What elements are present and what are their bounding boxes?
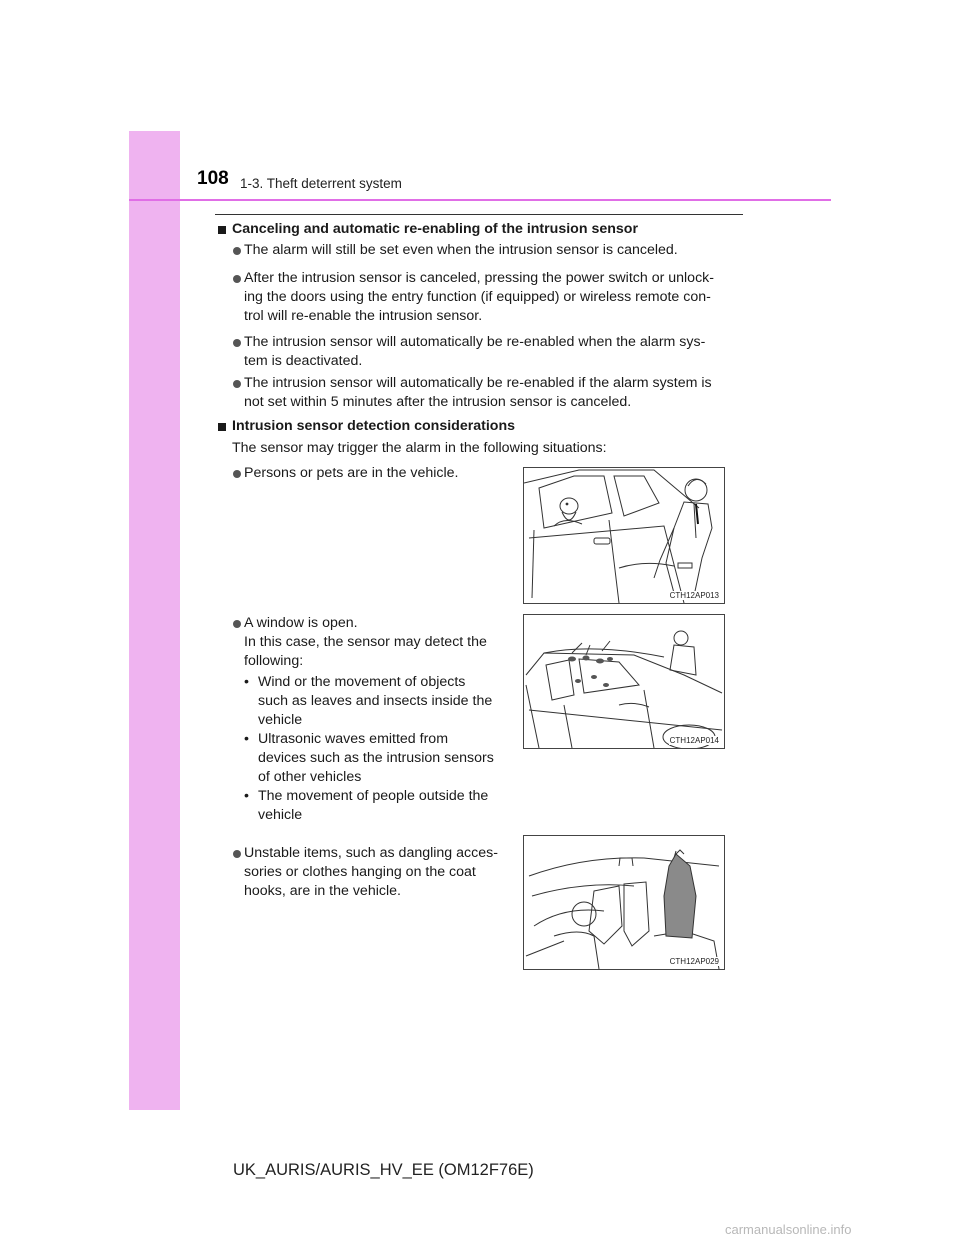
bullet-text: Persons or pets are in the vehicle. (244, 465, 459, 481)
header-rule (129, 199, 831, 201)
bullet-line: The intrusion sensor will automatically be re-enabled if the alarm system is (244, 375, 712, 391)
bullet-line: sories or clothes hanging on the coat (244, 864, 476, 880)
sub-bullet-line: such as leaves and insects inside the (258, 693, 493, 709)
round-bullet-icon (233, 247, 241, 255)
figure-code: CTH12AP029 (669, 957, 719, 966)
window-open-illustration (524, 615, 724, 748)
figure-vehicle-interior (523, 835, 725, 970)
figure-window-open (523, 614, 725, 749)
bullet-text (244, 844, 510, 901)
footer-manual-code: UK_AURIS/AURIS_HV_EE (OM12F76E) (233, 1161, 534, 1179)
bullet-line: ing the doors using the entry function (if equipped) or wireless remote con- (244, 289, 711, 305)
sub-bullet-marker: • (244, 731, 249, 747)
bullet-text (244, 614, 510, 671)
round-bullet-icon (233, 275, 241, 283)
round-bullet-icon (233, 620, 241, 628)
square-bullet-icon (218, 423, 226, 431)
vehicle-interior-illustration (524, 836, 724, 969)
sub-bullet-line: Wind or the movement of objects (258, 674, 466, 690)
sub-bullet-line: The movement of people outside the (258, 788, 489, 804)
round-bullet-icon (233, 850, 241, 858)
sub-bullet-line: Ultrasonic waves emitted from (258, 731, 449, 747)
sub-bullet-line: of other vehicles (258, 769, 362, 785)
section-title: 1-3. Theft deterrent system (240, 176, 402, 191)
sub-bullet-text (258, 730, 506, 787)
pet-in-vehicle-illustration (524, 468, 724, 603)
section-intro: The sensor may trigger the alarm in the following situations: (232, 440, 607, 456)
figure-pet-in-vehicle (523, 467, 725, 604)
bullet-line: following: (244, 653, 304, 669)
round-bullet-icon (233, 470, 241, 478)
bullet-text (244, 374, 742, 412)
section-heading: Intrusion sensor detection considerations (232, 418, 516, 434)
bullet-text (244, 269, 742, 326)
sub-bullet-line: vehicle (258, 712, 303, 728)
round-bullet-icon (233, 380, 241, 388)
sub-bullet-text (258, 787, 506, 825)
sub-bullet-marker: • (244, 788, 249, 804)
sub-bullet-line: vehicle (258, 807, 303, 823)
bullet-text: The alarm will still be set even when the intrusion sensor is canceled. (244, 242, 678, 258)
watermark: carmanualsonline.info (725, 1222, 852, 1237)
content-separator (215, 214, 743, 215)
figure-code: CTH12AP013 (669, 591, 719, 600)
bullet-line: tem is deactivated. (244, 353, 363, 369)
sub-bullet-line: devices such as the intrusion sensors (258, 750, 494, 766)
section-heading: Canceling and automatic re-enabling of the intrusion sensor (232, 221, 638, 237)
bullet-line: trol will re-enable the intrusion sensor. (244, 308, 483, 324)
figure-code: CTH12AP014 (669, 736, 719, 745)
bullet-text (244, 333, 742, 371)
page-number: 108 (197, 168, 229, 189)
bullet-line: After the intrusion sensor is canceled, pressing the power switch or unlock- (244, 270, 714, 286)
bullet-line: In this case, the sensor may detect the (244, 634, 487, 650)
sub-bullet-marker: • (244, 674, 249, 690)
sub-bullet-text (258, 673, 506, 730)
bullet-line: hooks, are in the vehicle. (244, 883, 401, 899)
round-bullet-icon (233, 339, 241, 347)
square-bullet-icon (218, 226, 226, 234)
bullet-line: not set within 5 minutes after the intrusion sensor is canceled. (244, 394, 632, 410)
bullet-line: Unstable items, such as dangling acces- (244, 845, 498, 861)
chapter-sidebar-tab (129, 131, 180, 1110)
bullet-line: The intrusion sensor will automatically be re-enabled when the alarm sys- (244, 334, 706, 350)
bullet-line: A window is open. (244, 615, 358, 631)
